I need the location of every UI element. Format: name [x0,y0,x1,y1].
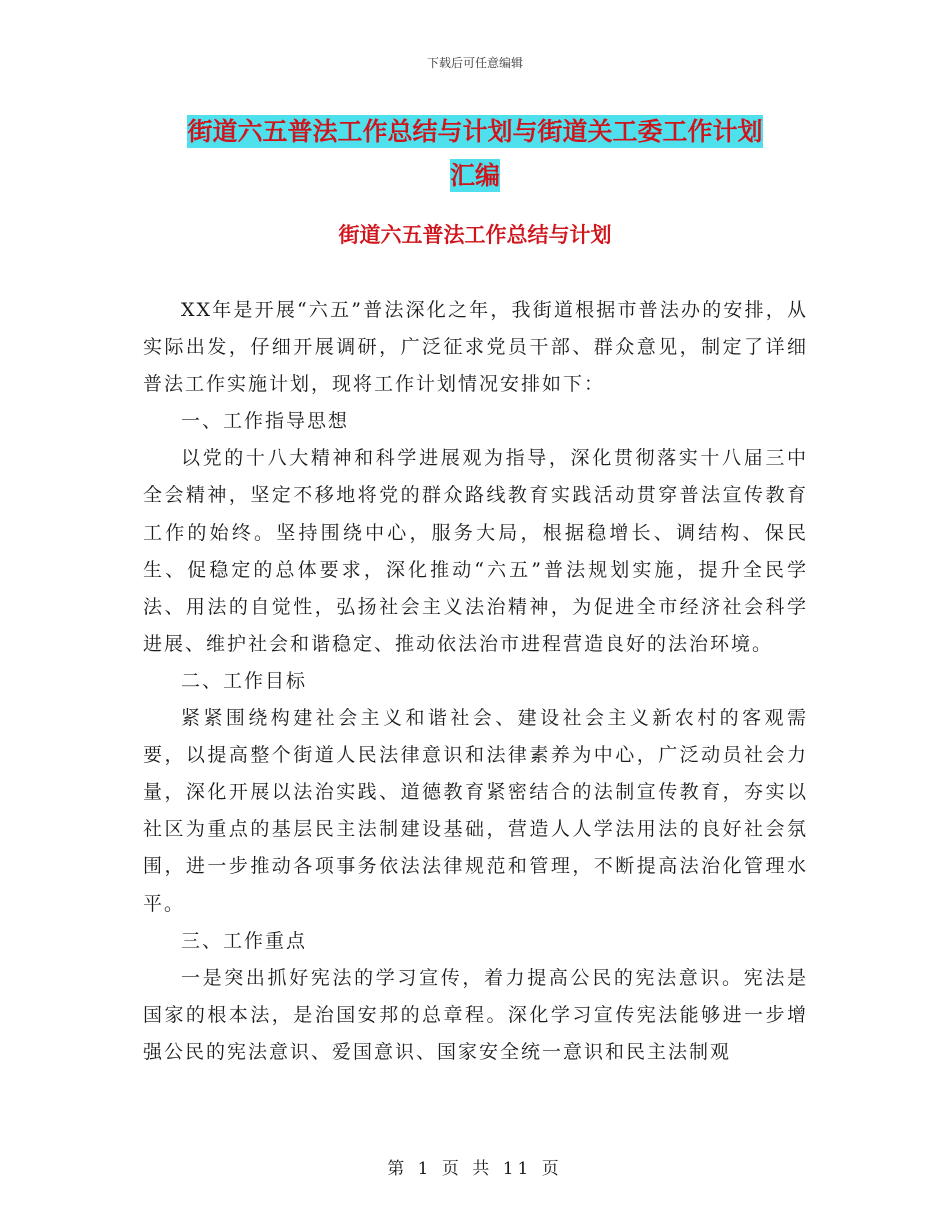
page-footer: 第 1 页 共 11 页 [387,1159,563,1179]
paragraph-work-focus: 一是突出抓好宪法的学习宣传，着力提高公民的宪法意识。宪法是国家的根本法，是治国安邦的总章程。深化学习宣传宪法能够进一步增强公民的宪法意识、爱国意识、国家安全统一意识和民主法制观 [143,966,808,1063]
heading-work-focus: 三、工作重点 [181,929,308,952]
heading-work-goal: 二、工作目标 [181,669,308,692]
paragraph-intro: XX年是开展“六五”普法深化之年，我街道根据市普法办的安排，从实际出发，仔细开展调研，广泛征求党员干部、群众意见，制定了详细普法工作实施计划，现将工作计划情况安排如下： [143,299,808,396]
paragraph-work-goal: 紧紧围绕构建社会主义和谐社会、建设社会主义新农村的客观需要，以提高整个街道人民法律意识和法律素养为中心，广泛动员社会力量，深化开展以法治实践、道德教育紧密结合的法制宣传教育，夯实以社区为重点的基层民主法制建设基础，营造人人学法用法的良好社会氛围，进一步推动各项事务依法法律规范和管理，不断提高法治化管理水平。 [143,707,808,915]
document-title [0,110,950,198]
section-title: 街道六五普法工作总结与计划 [338,223,612,247]
document-title-line-1: 街道六五普法工作总结与计划与街道关工委工作计划 [187,117,763,146]
document-body [143,292,808,1071]
document-title-line-2: 汇编 [449,161,500,190]
heading-guiding-thought: 一、工作指导思想 [181,410,350,433]
paragraph-guiding-thought: 以党的十八大精神和科学进展观为指导，深化贯彻落实十八届三中全会精神，坚定不移地将党的群众路线教育实践活动贯穿普法宣传教育工作的始终。坚持围绕中心，服务大局，根据稳增长、调结构、保民生、促稳定的总体要求，深化推动“六五”普法规划实施，提升全民学法、用法的自觉性，弘扬社会主义法治精神，为促进全市经济社会科学进展、维护社会和谐稳定、推动依法治市进程营造良好的法治环境。 [143,447,808,655]
header-note: 下载后可任意编辑 [426,56,523,70]
